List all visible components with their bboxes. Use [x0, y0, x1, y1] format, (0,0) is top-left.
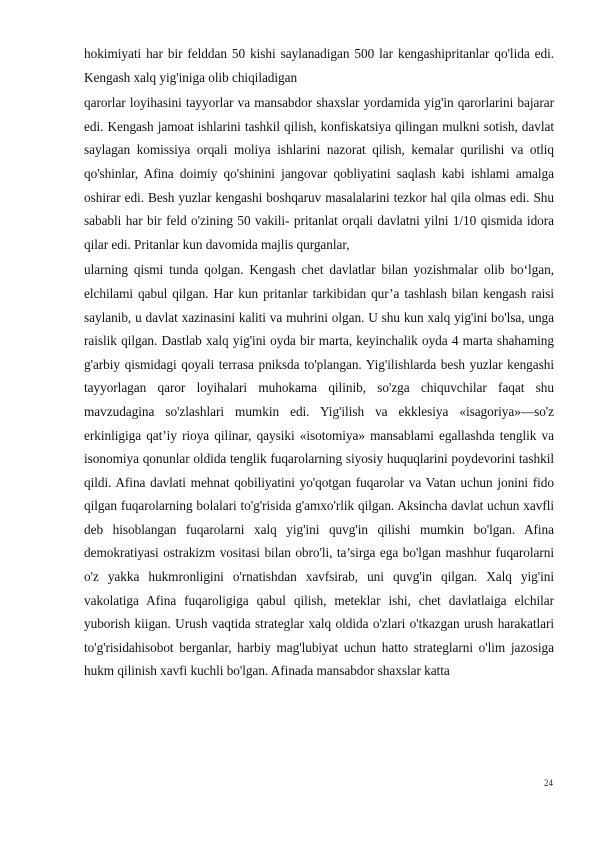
paragraph-2: qarorlar loyihasini tayyorlar va mansabdor shaxslar yordamida yig'in qarorlarini bajarar edi. Kengash jamoat ishlarini tashkil qilish, konfiskatsiya qilingan mulkni sotish, davlat saylagan komissiya orqali moliya ishlarini nazorat qilish, kemalar qurilishi va otliq qo'shinlar, Afina doimiy qo'shinini jangovar qobliyatini saqlash kabi ishlami amalga oshirar edi. Besh yuzlar kengashi boshqaruv masalalarini tezkor hal qila olmas edi. Shu sababli har bir feld o'zining 50 vakili- pritanlat orqali davlatni yilni 1/10 qismida idora qilar edi. Pritanlar kun davomida majlis qurganlar,: [84, 95, 554, 252]
paragraph-1: hokimiyati har bir felddan 50 kishi saylanadigan 500 lar kengashipritanlar qo'lida edi. Kengash xalq yig'iniga olib chiqiladigan: [84, 46, 554, 85]
paragraph-3: ularning qismi tunda qolgan. Kengash chet davlatlar bilan yozishmalar olib bo‘lgan, elchilami qabul qilgan. Har kun pritanlar tarkibidan qur’a tashlash bilan kengash raisi saylanib, u davlat xazinasini kaliti va muhrini olgan. U shu kun xalq yig'ini bo'lsa, unga raislik qilgan. Dastlab xalq yig'ini oyda bir marta, keyinchalik oyda 4 marta shahaming g'arbiy qismidagi qoyali terrasa pniksda to'plangan. Yig'ilishlarda besh yuzlar kengashi tayyorlagan qaror loyihalari muhokama qilinib, so'zga chiquvchilar faqat shu mavzudagina so'zlashlari mumkin edi. Yig'ilish va ekklesiya «isagoriya»—so'z erkinligiga qat’iy rioya qilinar, qaysiki «isotomiya» mansablami egallashda tenglik va isonomiya qonunlar oldida tenglik fuqarolarning siyosiy huquqlarini poydevorini tashkil qildi. Afina davlati mehnat qobiliyatini yo'qotgan fuqarolar va Vatan uchun jonini fido qilgan fuqarolarning bolalari to'g'risida g'amxo'rlik qilgan. Aksincha davlat uchun xavfli deb hisoblangan fuqarolarni xalq yig'ini quvg'in qilishi mumkin bo'lgan. Afina demokratiyasi ostrakizm vositasi bilan obro'li, ta’sirga ega bo'lgan mashhur fuqarolarni o'z yakka hukmronligini o'rnatishdan xavfsirab, uni quvg'in qilgan. Xalq yig'ini vakolatiga Afina fuqaroligiga qabul qilish, meteklar ishi, chet davlatlaiga elchilar yuborish kiigan. Urush vaqtida strateglar xalq oldida o'zlari o'tkazgan urush harakatlari to'g'risidahisobot berganlar, harbiy mag'lubiyat uchun hatto strateglarni o'lim jazosiga hukm qilinish xavfi kuchli bo'lgan. Afinada mansabdor shaxslar katta: [84, 262, 554, 679]
page-number: 24: [544, 778, 553, 788]
document-page: [84, 42, 554, 683]
